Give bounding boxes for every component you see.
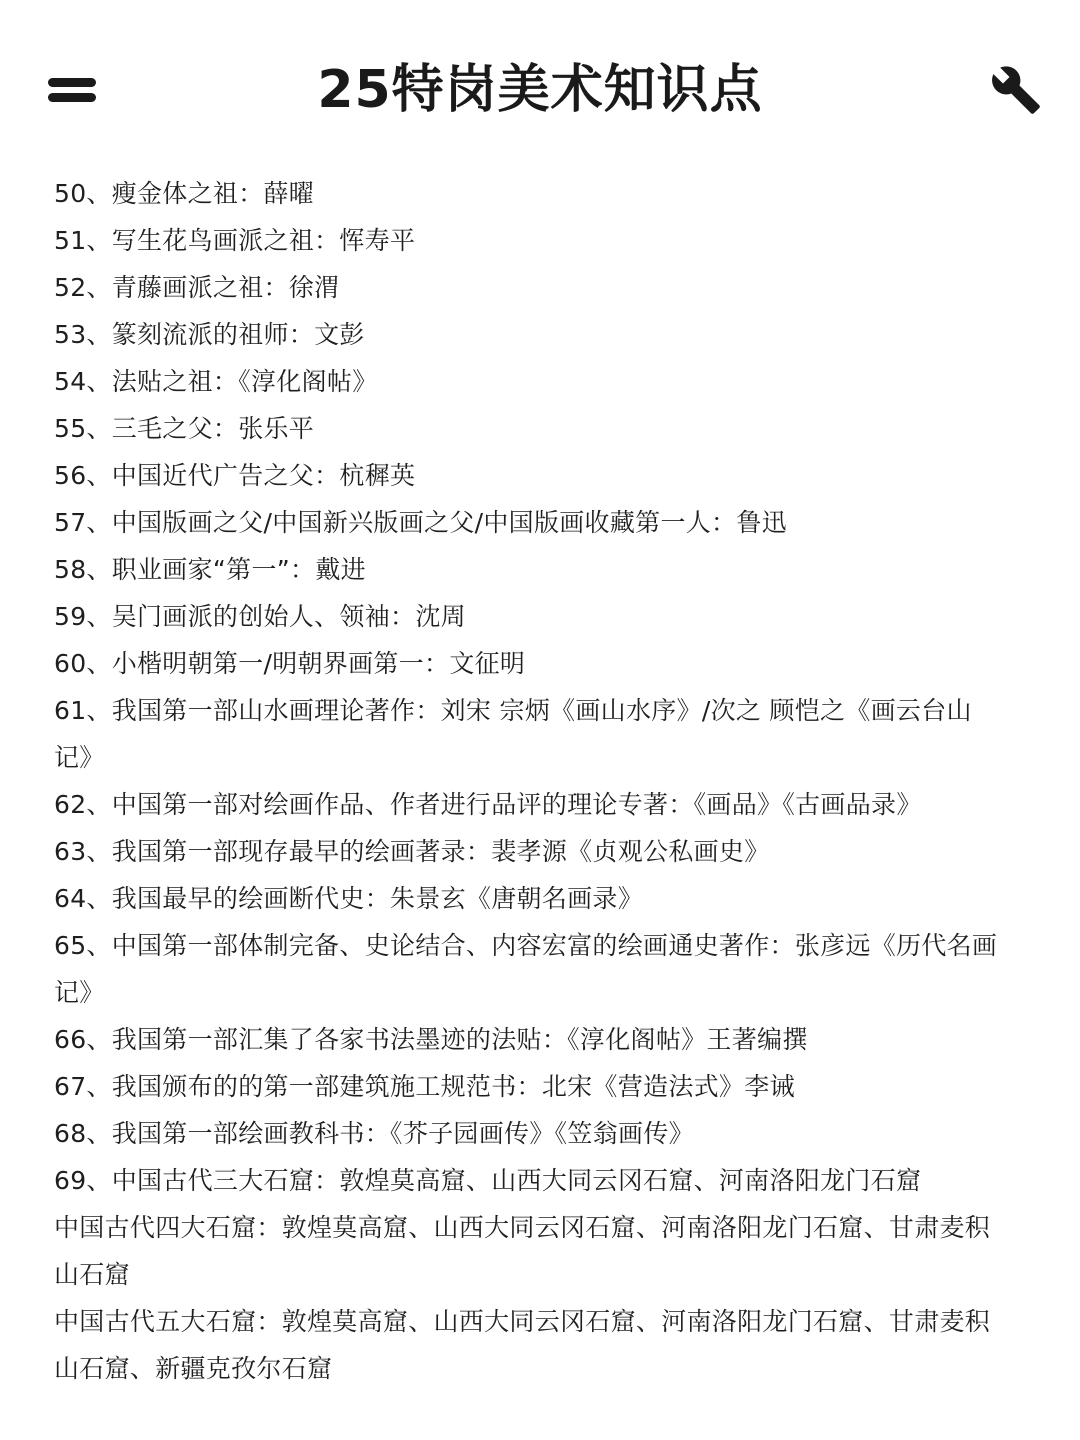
list-item-continuation: 记》 — [54, 978, 105, 1007]
list-item: 中国古代五大石窟：敦煌莫高窟、山西大同云冈石窟、河南洛阳龙门石窟、甘肃麦积 — [54, 1307, 991, 1336]
list-item: 63、我国第一部现存最早的绘画著录：裴孝源《贞观公私画史》 — [54, 837, 770, 866]
list-item: 56、中国近代广告之父：杭穉英 — [54, 461, 416, 490]
list-item: 66、我国第一部汇集了各家书法墨迹的法贴：《淳化阁帖》王著编撰 — [54, 1025, 808, 1054]
list-item: 65、中国第一部体制完备、史论结合、内容宏富的绘画通史著作：张彦远《历代名画 — [54, 931, 998, 960]
list-item: 51、写生花鸟画派之祖：恽寿平 — [54, 226, 416, 255]
list-item: 55、三毛之父：张乐平 — [54, 414, 315, 443]
list-item: 64、我国最早的绘画断代史：朱景玄《唐朝名画录》 — [54, 884, 644, 913]
list-item: 62、中国第一部对绘画作品、作者进行品评的理论专著：《画品》《古画品录》 — [54, 790, 922, 819]
header-bar — [0, 0, 1080, 150]
list-item: 68、我国第一部绘画教科书：《芥子园画传》《笠翁画传》 — [54, 1119, 694, 1148]
list-item-continuation: 记》 — [54, 743, 105, 772]
list-item: 59、吴门画派的创始人、领袖：沈周 — [54, 602, 466, 631]
page-title: 25特岗美术知识点 — [317, 60, 763, 120]
list-item: 61、我国第一部山水画理论著作：刘宋 宗炳《画山水序》/次之 顾恺之《画云台山 — [54, 696, 972, 725]
list-item: 53、篆刻流派的祖师：文彭 — [54, 320, 365, 349]
list-item: 69、中国古代三大石窟：敦煌莫高窟、山西大同云冈石窟、河南洛阳龙门石窟 — [54, 1166, 922, 1195]
knowledge-list — [54, 170, 1034, 1392]
list-item: 中国古代四大石窟：敦煌莫高窟、山西大同云冈石窟、河南洛阳龙门石窟、甘肃麦积 — [54, 1213, 991, 1242]
list-item: 50、瘦金体之祖：薛曜 — [54, 179, 315, 208]
list-item: 60、小楷明朝第一/明朝界画第一：文征明 — [54, 649, 526, 678]
list-item: 52、青藤画派之祖：徐渭 — [54, 273, 340, 302]
list-item: 57、中国版画之父/中国新兴版画之父/中国版画收藏第一人：鲁迅 — [54, 508, 787, 537]
list-item-continuation: 山石窟、新疆克孜尔石窟 — [54, 1354, 333, 1383]
list-item: 54、法贴之祖：《淳化阁帖》 — [54, 367, 378, 396]
list-item: 67、我国颁布的的第一部建筑施工规范书：北宋《营造法式》李诫 — [54, 1072, 795, 1101]
list-item: 58、职业画家“第一”：戴进 — [54, 555, 366, 584]
list-item-continuation: 山石窟 — [54, 1260, 130, 1289]
wrench-icon[interactable] — [990, 64, 1042, 116]
